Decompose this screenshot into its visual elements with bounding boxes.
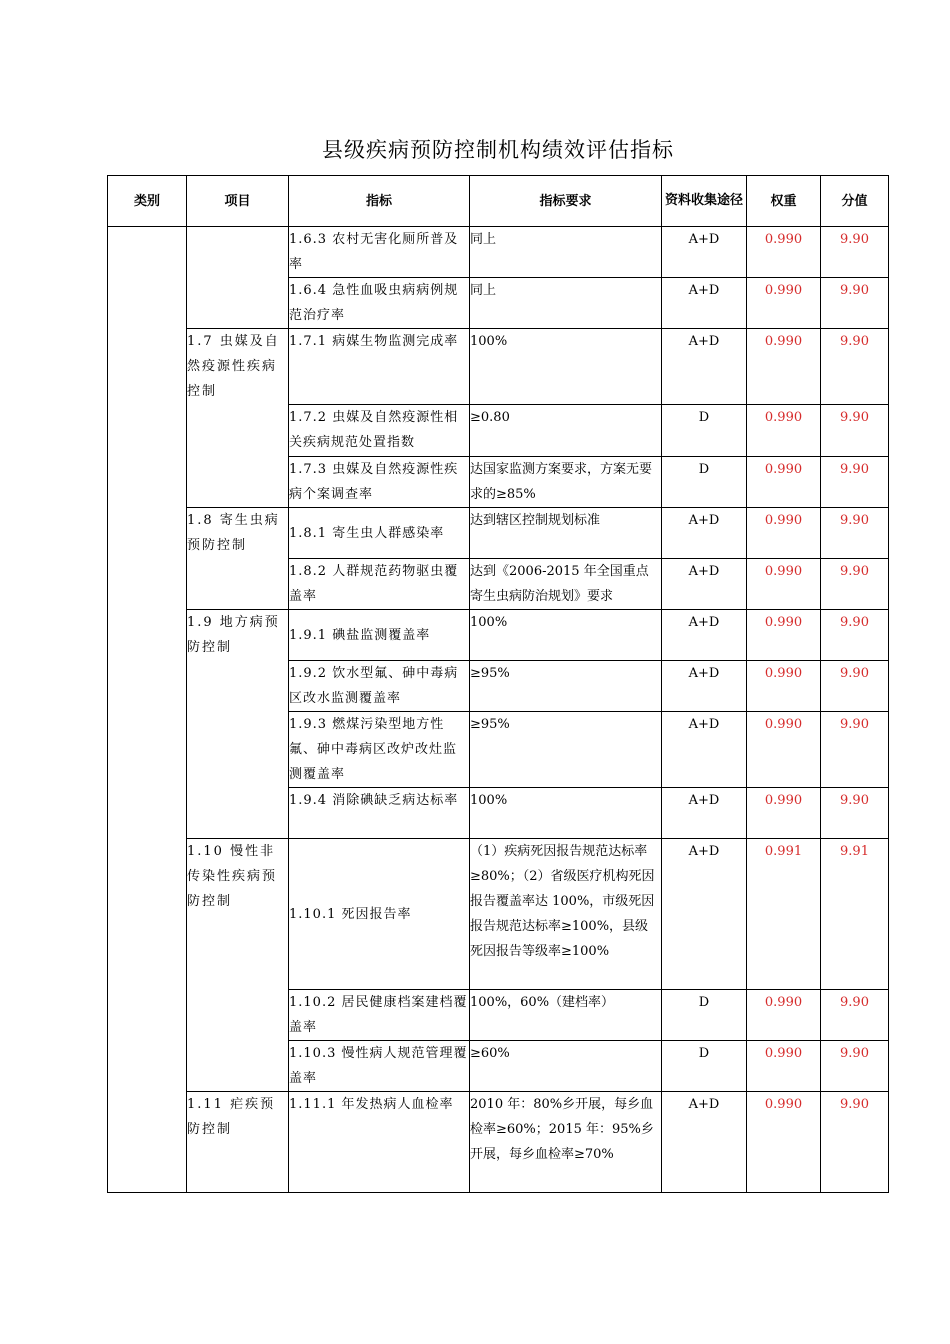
header-weight: 权重	[747, 176, 821, 227]
table-row	[108, 610, 889, 661]
indicator-cell: 1.7.3 虫媒及自然疫源性疾病个案调查率	[289, 457, 470, 508]
weight-cell: 0.990	[747, 610, 821, 661]
weight-cell: 0.990	[747, 405, 821, 457]
weight-cell: 0.990	[747, 1092, 821, 1193]
table-row	[108, 508, 889, 559]
score-cell: 9.90	[821, 610, 889, 661]
requirement-cell: 同上	[470, 278, 662, 329]
indicator-cell: 1.10.3 慢性病人规范管理覆盖率	[289, 1041, 470, 1092]
item-cell-1-11: 1.11 疟疾预防控制	[187, 1092, 289, 1193]
source-cell: A+D	[662, 227, 747, 278]
indicator-cell: 1.9.4 消除碘缺乏病达标率	[289, 788, 470, 839]
weight-cell: 0.990	[747, 712, 821, 788]
requirement-cell: ≥0.80	[470, 405, 662, 457]
table-row	[108, 227, 889, 278]
indicator-cell: 1.6.3 农村无害化厕所普及率	[289, 227, 470, 278]
requirement-cell: 达到辖区控制规划标准	[470, 508, 662, 559]
item-cell-1-7: 1.7 虫媒及自然疫源性疾病控制	[187, 329, 289, 508]
weight-cell: 0.990	[747, 1041, 821, 1092]
score-cell: 9.90	[821, 227, 889, 278]
category-cell	[108, 227, 187, 1193]
score-cell: 9.90	[821, 661, 889, 712]
requirement-cell: 同上	[470, 227, 662, 278]
item-cell-1-8: 1.8 寄生虫病预防控制	[187, 508, 289, 610]
table-row	[108, 839, 889, 990]
source-cell: A+D	[662, 559, 747, 610]
indicator-cell: 1.6.4 急性血吸虫病病例规范治疗率	[289, 278, 470, 329]
source-cell: A+D	[662, 788, 747, 839]
indicator-cell: 1.8.1 寄生虫人群感染率	[289, 508, 470, 559]
indicator-cell: 1.7.1 病媒生物监测完成率	[289, 329, 470, 405]
header-row	[108, 176, 889, 227]
source-cell: D	[662, 990, 747, 1041]
score-cell: 9.90	[821, 712, 889, 788]
source-cell: A+D	[662, 712, 747, 788]
requirement-cell: 100%	[470, 610, 662, 661]
source-cell: A+D	[662, 839, 747, 990]
requirement-cell: 达国家监测方案要求，方案无要求的≥85%	[470, 457, 662, 508]
score-cell: 9.90	[821, 405, 889, 457]
requirement-cell: 100%	[470, 329, 662, 405]
score-cell: 9.91	[821, 839, 889, 990]
page-title: 县级疾病预防控制机构绩效评估指标	[322, 138, 674, 162]
requirement-cell: ≥95%	[470, 661, 662, 712]
weight-cell: 0.990	[747, 508, 821, 559]
indicator-cell: 1.8.2 人群规范药物驱虫覆盖率	[289, 559, 470, 610]
source-cell: D	[662, 1041, 747, 1092]
requirement-cell: 100%，60%（建档率）	[470, 990, 662, 1041]
source-cell: A+D	[662, 278, 747, 329]
indicator-cell: 1.11.1 年发热病人血检率	[289, 1092, 470, 1193]
indicator-cell: 1.9.3 燃煤污染型地方性氟、砷中毒病区改炉改灶监测覆盖率	[289, 712, 470, 788]
weight-cell: 0.990	[747, 788, 821, 839]
indicator-cell: 1.7.2 虫媒及自然疫源性相关疾病规范处置指数	[289, 405, 470, 457]
header-source: 资料收集途径	[662, 176, 747, 227]
score-cell: 9.90	[821, 788, 889, 839]
indicator-table	[107, 175, 889, 1193]
weight-cell: 0.990	[747, 227, 821, 278]
requirement-cell: 达到《2006-2015 年全国重点寄生虫病防治规划》要求	[470, 559, 662, 610]
item-cell-1-10: 1.10 慢性非传染性疾病预防控制	[187, 839, 289, 1092]
indicator-cell: 1.10.2 居民健康档案建档覆盖率	[289, 990, 470, 1041]
item-cell-1-9: 1.9 地方病预防控制	[187, 610, 289, 839]
requirement-cell: 2010 年：80%乡开展，每乡血检率≥60%；2015 年：95%乡开展，每乡血检率≥70%	[470, 1092, 662, 1193]
source-cell: D	[662, 457, 747, 508]
source-cell: D	[662, 405, 747, 457]
header-category: 类别	[108, 176, 187, 227]
weight-cell: 0.990	[747, 559, 821, 610]
header-item: 项目	[187, 176, 289, 227]
score-cell: 9.90	[821, 1092, 889, 1193]
header-requirement: 指标要求	[470, 176, 662, 227]
source-cell: A+D	[662, 661, 747, 712]
indicator-cell: 1.9.1 碘盐监测覆盖率	[289, 610, 470, 661]
source-cell: A+D	[662, 1092, 747, 1193]
source-cell: A+D	[662, 329, 747, 405]
requirement-cell: ≥60%	[470, 1041, 662, 1092]
requirement-cell: （1）疾病死因报告规范达标率≥80%；（2）省级医疗机构死因报告覆盖率达 100%，市级死因报告规范达标率≥100%，县级死因报告等级率≥100%	[470, 839, 662, 990]
score-cell: 9.90	[821, 1041, 889, 1092]
weight-cell: 0.990	[747, 661, 821, 712]
indicator-cell: 1.10.1 死因报告率	[289, 839, 470, 990]
table-row	[108, 329, 889, 405]
table-row	[108, 1092, 889, 1193]
score-cell: 9.90	[821, 508, 889, 559]
score-cell: 9.90	[821, 559, 889, 610]
indicator-cell: 1.9.2 饮水型氟、砷中毒病区改水监测覆盖率	[289, 661, 470, 712]
weight-cell: 0.990	[747, 329, 821, 405]
score-cell: 9.90	[821, 990, 889, 1041]
header-indicator: 指标	[289, 176, 470, 227]
source-cell: A+D	[662, 610, 747, 661]
score-cell: 9.90	[821, 278, 889, 329]
score-cell: 9.90	[821, 329, 889, 405]
weight-cell: 0.990	[747, 990, 821, 1041]
weight-cell: 0.991	[747, 839, 821, 990]
requirement-cell: ≥95%	[470, 712, 662, 788]
requirement-cell: 100%	[470, 788, 662, 839]
header-score: 分值	[821, 176, 889, 227]
weight-cell: 0.990	[747, 457, 821, 508]
source-cell: A+D	[662, 508, 747, 559]
item-cell-empty	[187, 227, 289, 329]
weight-cell: 0.990	[747, 278, 821, 329]
score-cell: 9.90	[821, 457, 889, 508]
